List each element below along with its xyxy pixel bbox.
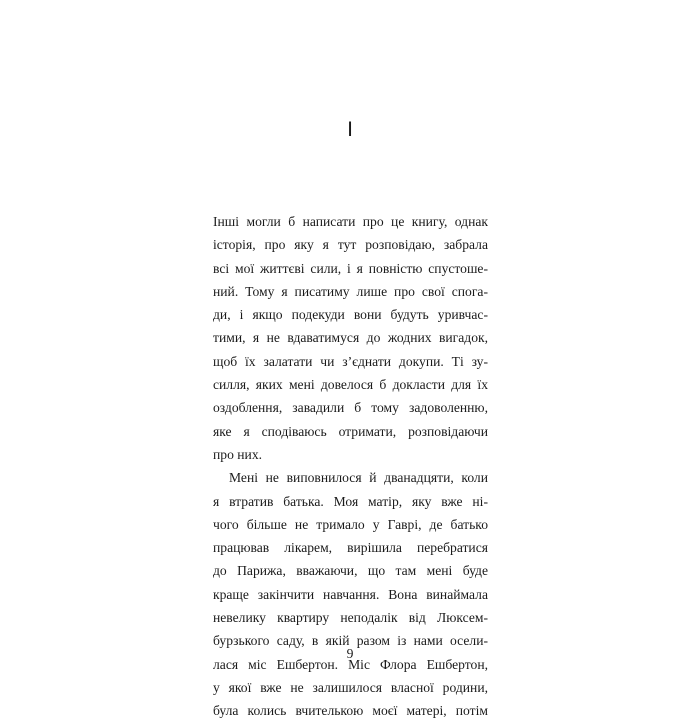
text-line: історія, про яку я тут розповідаю, забрала bbox=[213, 237, 488, 253]
text-line: у якої вже не залишилося власної родини, bbox=[213, 679, 488, 695]
text-line: силля, яких мені довелося б докласти для їх bbox=[213, 377, 488, 393]
text-line: всі мої життєві сили, і я повністю спустоше- bbox=[213, 260, 488, 276]
chapter-number: I bbox=[347, 118, 353, 141]
text-line: я втратив батька. Моя матір, яку вже ні- bbox=[213, 493, 488, 509]
page-number: 9 bbox=[346, 646, 354, 661]
text-line: до Парижа, вважаючи, що там мені буде bbox=[213, 563, 488, 579]
text-line: ний. Тому я писатиму лише про свої спога- bbox=[213, 283, 488, 299]
text-line: була колись вчителькою моєї матері, потім bbox=[213, 703, 488, 719]
text-line: краще закінчити навчання. Вона винаймала bbox=[213, 586, 488, 602]
text-line: Інші могли б написати про це книгу, однак bbox=[213, 214, 488, 229]
text-line: лася міс Ешбертон. Міс Флора Ешбертон, bbox=[213, 656, 488, 672]
text-line: про них. bbox=[213, 446, 263, 462]
text-line: щоб їх залатати чи з’єднати докупи. Ті зу- bbox=[213, 353, 488, 369]
text-line: яке я сподіваюсь отримати, розповідаючи bbox=[213, 423, 488, 439]
text-line: оздоблення, завадили б тому задоволенню, bbox=[213, 400, 488, 416]
text-line: тими, я не вдаватимуся до жодних вигадок, bbox=[213, 330, 488, 346]
text-line: чого більше не тримало у Гаврі, де батько bbox=[213, 516, 488, 532]
text-line: ди, і якщо подекуди вони будуть уривчас- bbox=[213, 307, 488, 323]
text-line: працював лікарем, вирішила перебратися bbox=[213, 540, 488, 556]
text-line: бурзького саду, в якій разом із нами осели- bbox=[213, 633, 488, 649]
text-line: невелику квартиру неподалік від Люксем- bbox=[213, 610, 488, 626]
text-line: Мені не виповнилося й дванадцяти, коли bbox=[229, 470, 488, 486]
